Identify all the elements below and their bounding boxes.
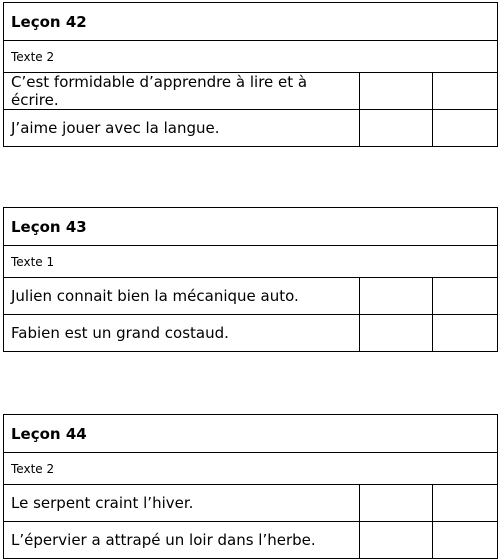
sentence-text: Julien connait bien la mécanique auto. xyxy=(4,278,360,315)
sentence-row xyxy=(4,110,498,147)
sentence-row xyxy=(4,278,498,315)
lesson-table xyxy=(3,2,498,147)
answer-cell[interactable] xyxy=(360,315,433,352)
lesson-title-row xyxy=(4,415,498,453)
answer-cell[interactable] xyxy=(360,110,433,147)
answer-cell[interactable] xyxy=(433,110,498,147)
lesson-title-row xyxy=(4,3,498,41)
sentence-text: J’aime jouer avec la langue. xyxy=(4,110,360,147)
answer-cell[interactable] xyxy=(433,522,498,559)
answer-cell[interactable] xyxy=(433,278,498,315)
sentence-text: Le serpent craint l’hiver. xyxy=(4,485,360,522)
sentence-row xyxy=(4,315,498,352)
lesson-title-row xyxy=(4,208,498,246)
answer-cell[interactable] xyxy=(433,485,498,522)
answer-cell[interactable] xyxy=(433,315,498,352)
answer-cell[interactable] xyxy=(360,73,433,110)
lesson-title: Leçon 42 xyxy=(4,3,498,41)
lesson-table xyxy=(3,414,498,559)
lesson-title: Leçon 44 xyxy=(4,415,498,453)
answer-cell[interactable] xyxy=(433,73,498,110)
sentence-text: C’est formidable d’apprendre à lire et à écrire. xyxy=(4,73,360,110)
sentence-row xyxy=(4,73,498,110)
text-label-row xyxy=(4,41,498,73)
sentence-row xyxy=(4,522,498,559)
answer-cell[interactable] xyxy=(360,522,433,559)
text-label: Texte 1 xyxy=(4,246,498,278)
lesson-title: Leçon 43 xyxy=(4,208,498,246)
text-label-row xyxy=(4,453,498,485)
sentence-text: L’épervier a attrapé un loir dans l’herbe. xyxy=(4,522,360,559)
answer-cell[interactable] xyxy=(360,485,433,522)
answer-cell[interactable] xyxy=(360,278,433,315)
sentence-text: Fabien est un grand costaud. xyxy=(4,315,360,352)
lesson-table xyxy=(3,207,498,352)
sentence-row xyxy=(4,485,498,522)
text-label: Texte 2 xyxy=(4,41,498,73)
text-label-row xyxy=(4,246,498,278)
text-label: Texte 2 xyxy=(4,453,498,485)
